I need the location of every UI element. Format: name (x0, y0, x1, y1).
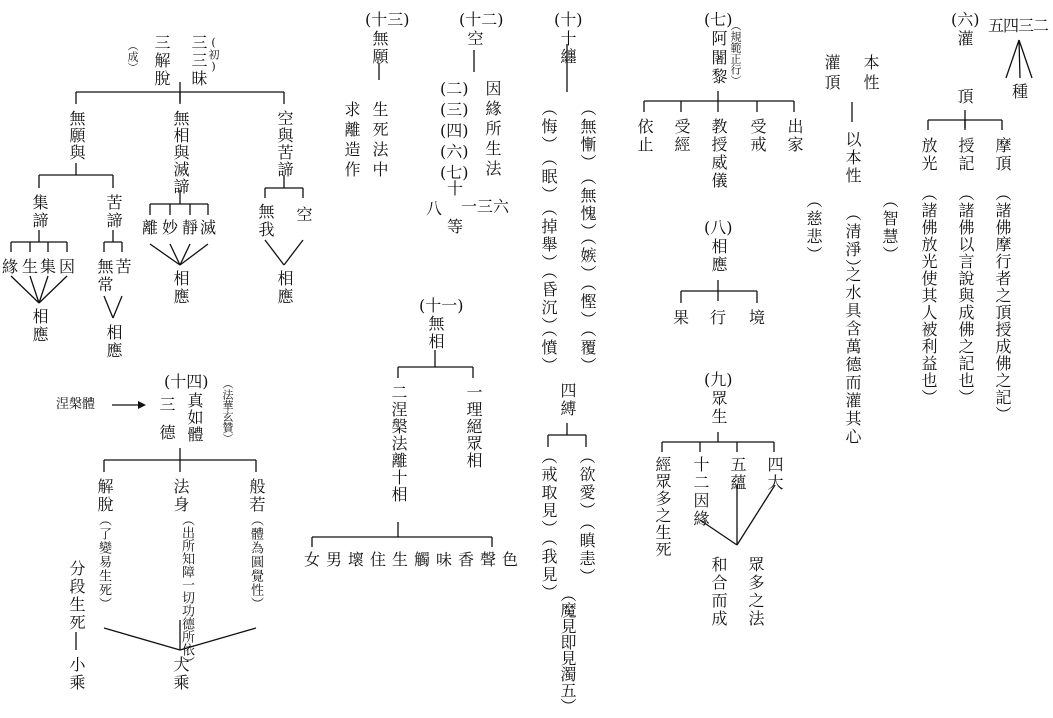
s14-item-name: 法身 (171, 478, 190, 514)
s14-item-desc: （出所知障一切功德所依） (179, 513, 194, 669)
s6-kinds: 種 (1012, 82, 1029, 101)
s9-merge-col-2: 和合而成 (709, 556, 728, 628)
s10-fetter: （眠） (539, 150, 558, 204)
s10-four-bonds-title: 四縛 (558, 382, 577, 418)
s8-title: 相應 (709, 238, 728, 274)
s3-emptiness-corr: 相應 (275, 270, 294, 306)
s10-bond-note: （魔見即見濁五） (558, 586, 577, 714)
s3-signless-corr: 相應 (171, 270, 190, 306)
s3-title-col-2: 三解脫 (152, 34, 171, 88)
s12-tail-1: 一三六 (461, 197, 510, 216)
s3-emptiness-item: 空 (294, 206, 313, 224)
s3-title-col-1: 三三昧 (189, 34, 208, 88)
s3-suffering-item: 苦 (113, 258, 132, 276)
s11-ten-marks: 色聲香味觸生住壞男女 (304, 550, 525, 569)
s10-fetter: （昏沉） (539, 263, 558, 335)
s13-col-2: 求離造作 (342, 101, 361, 181)
s9-branch-four-elements: 四大 (765, 456, 784, 492)
s3-number-top: (初) (207, 36, 220, 73)
s10-title: 十纏 (558, 30, 577, 66)
s14-title-part2: 德 (157, 424, 176, 442)
s3-origin-truth: 集諦 (30, 194, 49, 230)
s7-number: (七) (704, 10, 733, 29)
s14-item-desc: （了變易生死） (96, 513, 111, 611)
s3-branch-signless: 無相與滅諦 (171, 110, 190, 195)
s12-label: (二) (440, 79, 469, 98)
s7-title: 阿闍黎 (709, 30, 728, 87)
s10-fetter: （掉舉） (539, 200, 558, 272)
s3-branch-emptiness: 空與苦諦 (275, 110, 294, 178)
s12-tail-3: 等 (447, 217, 464, 236)
s6-item-desc: （諸佛放光使其人被利益也） (919, 185, 938, 406)
s10-fetter: （覆） (578, 321, 597, 375)
s3-signless-item: 靜 (182, 218, 199, 237)
s6-kinds-numbers: 五四三二 (988, 16, 1049, 35)
s13-title: 無願 (370, 30, 389, 66)
s9-branch-many-lives: 經眾多之生死 (653, 456, 672, 558)
s6-item-name: 放光 (919, 137, 938, 173)
s3-origin-item: 緣 (2, 257, 19, 276)
s12-col-1: 因緣所生法 (483, 80, 502, 180)
nature-col-1: 本性 (861, 54, 880, 94)
s8-item: 行 (710, 308, 727, 327)
s10-number: (十) (554, 10, 583, 29)
s7-item: 受戒 (748, 118, 767, 154)
s3-origin-corr: 相應 (30, 308, 49, 344)
s14-dacheng: 大乘 (171, 656, 190, 692)
s12-tail-2: 八 (426, 199, 443, 218)
s12-label: (四) (440, 121, 469, 140)
s3-signless-item: 離 (142, 218, 159, 237)
s10-fetter: （憤） (539, 321, 558, 375)
s14-number: (十四) (164, 372, 209, 391)
s10-fetter: （無愧） (578, 169, 597, 241)
s3-suffering-truth: 苦諦 (104, 194, 123, 230)
s8-number: (八) (704, 218, 733, 237)
s14-note: （法華玄贊） (221, 378, 234, 444)
s14-fenduan: 分段生死 (67, 560, 86, 632)
s11-title: 無相 (426, 315, 445, 351)
s10-fetter: （嫉） (578, 229, 597, 283)
s13-col-1: 生死法中 (370, 101, 389, 181)
s12-number: (十二) (459, 10, 504, 29)
s12-label: (七) (440, 163, 469, 182)
s9-number: (九) (704, 370, 733, 389)
s3-origin-item: 因 (59, 257, 76, 276)
s3-signless-item: 滅 (200, 218, 217, 237)
s8-item: 果 (673, 308, 690, 327)
s6-title-part1: 灌 (955, 30, 974, 48)
s3-origin-item: 集 (40, 257, 57, 276)
s10-bond: （欲愛） (577, 448, 596, 520)
s6-title-part2: 頂 (955, 88, 974, 106)
s10-fetter: （悔） (539, 100, 558, 154)
s14-title-part3: 真如體 (185, 392, 204, 443)
s10-bond: （瞋恚） (577, 514, 596, 586)
s3-suffering-item: 無常 (95, 258, 114, 294)
s11-branch-1: 一理絕眾相 (464, 384, 483, 469)
s14-nirvana-body: 涅槃體 (56, 397, 96, 412)
nature-compassion: （慈悲） (804, 192, 823, 264)
s3-branch-wishless: 無願與 (67, 110, 86, 161)
s14-item-desc: （體為圓覺性） (248, 513, 263, 611)
s10-bond: （我見） (539, 530, 558, 602)
s6-item-name: 摩頂 (993, 137, 1012, 173)
s3-suffering-corr: 相應 (104, 324, 123, 360)
s10-fetter: （慳） (578, 275, 597, 329)
s12-label: (三) (440, 100, 469, 119)
s7-item: 受經 (672, 118, 691, 154)
s3-emptiness-item: 無我 (256, 203, 275, 239)
s7-note: （規範正行） (729, 20, 742, 86)
nature-wisdom: （智慧） (880, 192, 899, 264)
nature-main: 以本性 (843, 131, 862, 185)
s11-branch-2: 二涅槃法離十相 (389, 384, 408, 503)
s7-item: 教授威儀 (709, 118, 728, 190)
s14-item-name: 解脫 (95, 478, 114, 514)
s7-item: 出家 (785, 118, 804, 154)
nature-pure: （清淨） (843, 205, 862, 277)
s12-ten: 十 (447, 179, 464, 198)
s6-number: (六) (951, 10, 980, 29)
s14-item-name: 般若 (247, 478, 266, 514)
s12-title: 空 (465, 30, 484, 48)
s3-origin-item: 生 (22, 257, 39, 276)
s11-number: (十一) (419, 296, 464, 315)
s14-xiaocheng: 小乘 (67, 656, 86, 692)
s9-merge-col-1: 眾多之法 (746, 556, 765, 628)
arrow-head-icon (138, 401, 146, 409)
s14-title-part1: 三 (157, 396, 176, 414)
s9-branch-five-aggregates: 五蘊 (728, 456, 747, 492)
s6-item-desc: （諸佛以言說與成佛之記也） (956, 185, 975, 406)
s3-signless-item: 妙 (162, 218, 179, 237)
nature-col-2: 灌頂 (822, 54, 841, 94)
s9-title: 眾生 (709, 390, 728, 426)
s6-item-desc: （諸佛摩行者之頂授成佛之記） (993, 185, 1012, 423)
s12-label: (六) (440, 142, 469, 161)
s8-item: 境 (749, 308, 766, 327)
s9-branch-twelve-links: 十二因緣 (691, 456, 710, 528)
s13-number: (十三) (365, 10, 410, 29)
s7-item: 依止 (635, 118, 654, 154)
s3-note: （成） (126, 40, 139, 73)
s10-bond: （戒取見） (539, 448, 558, 538)
s6-item-name: 授記 (956, 137, 975, 173)
s10-fetter: （無慚） (578, 100, 597, 172)
nature-rest: 之水具含萬德而灌其心 (843, 266, 862, 446)
